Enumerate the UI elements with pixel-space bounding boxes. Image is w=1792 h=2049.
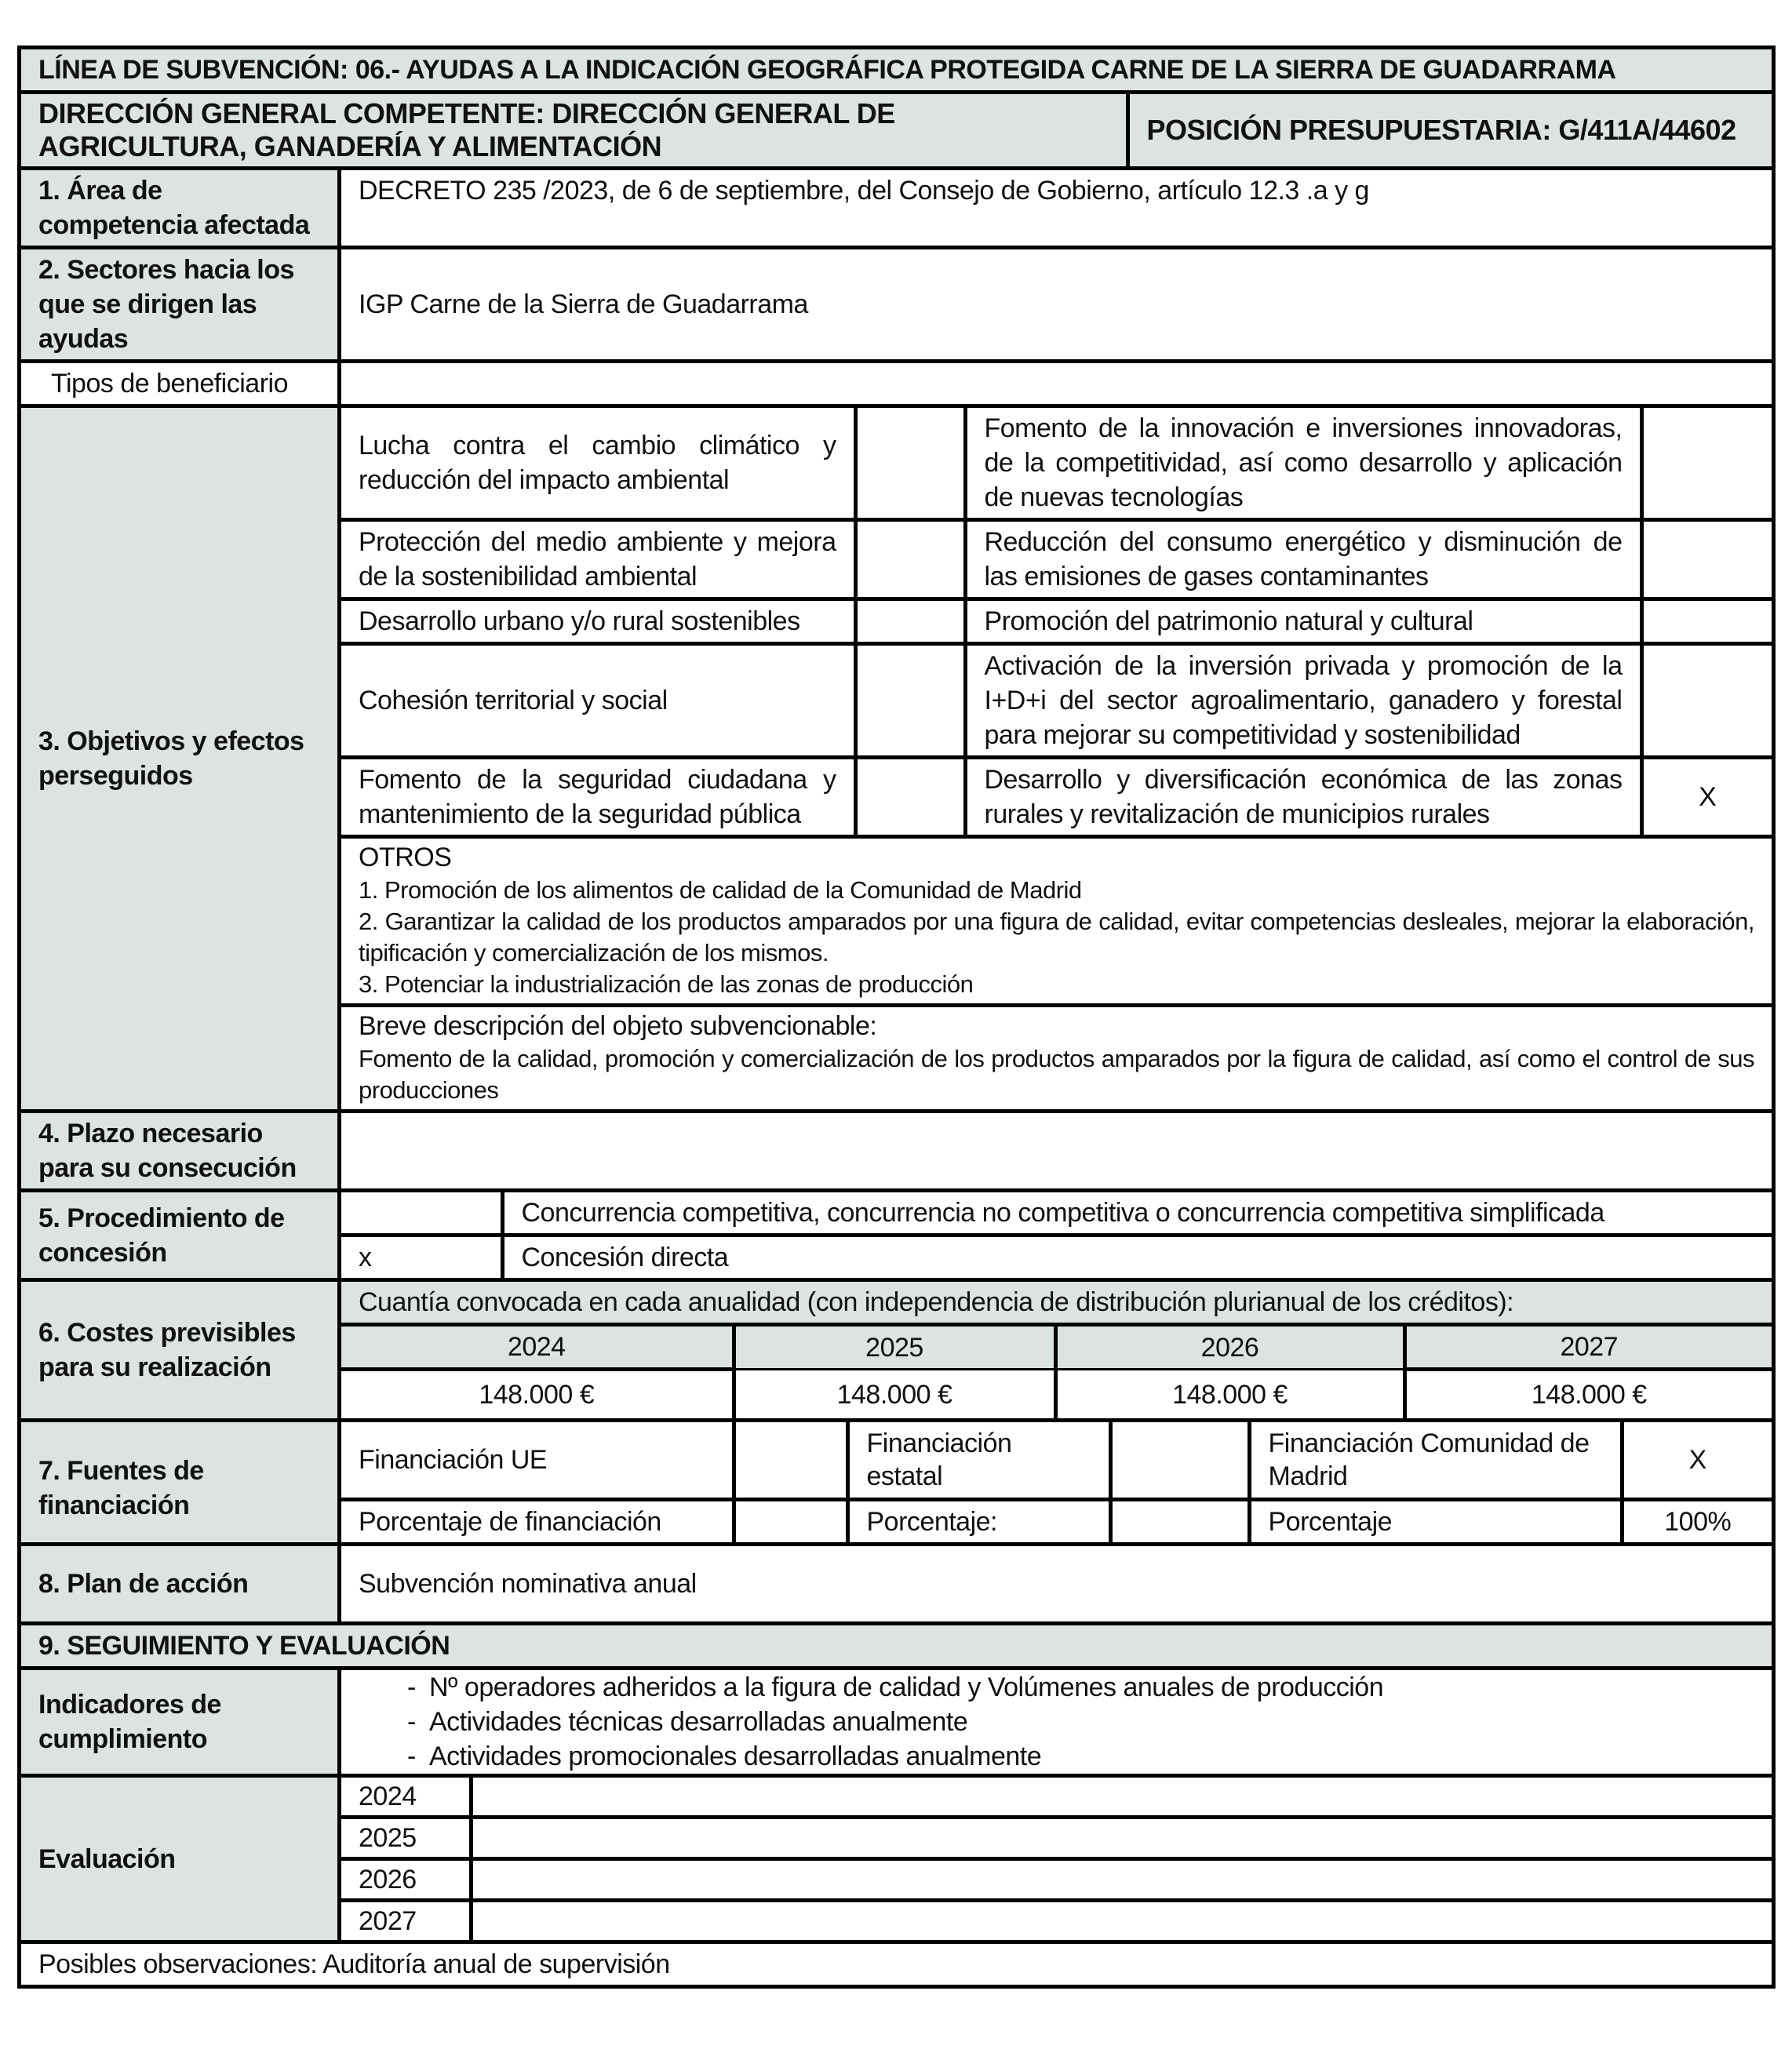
pct-ue-value <box>734 1500 847 1543</box>
tipos-beneficiario-row <box>20 362 1774 406</box>
objective-right-mark <box>1641 520 1772 599</box>
objective-right-mark: X <box>1641 758 1772 835</box>
objective-left-mark <box>855 520 965 599</box>
objective-row <box>341 644 1772 758</box>
section-7-label: 7. Fuentes de financiación <box>20 1421 340 1545</box>
indicador-item: - Nº operadores adheridos a la figura de calidad y Volúmenes anuales de producción <box>359 1670 1754 1705</box>
cost-amount: 148.000 € <box>1404 1370 1772 1419</box>
otros-item: 3. Potenciar la industrialización de las zonas de producción <box>359 970 974 998</box>
objective-row <box>341 599 1772 644</box>
financiacion-sources-row <box>341 1422 1772 1500</box>
direccion-general: DIRECCIÓN GENERAL COMPETENTE: DIRECCIÓN GENERAL DE AGRICULTURA, GANADERÍA Y ALIMENTACIÓN <box>21 94 1127 166</box>
costes-table <box>341 1282 1772 1418</box>
evaluacion-value <box>471 1859 1772 1901</box>
costes-years-row <box>341 1325 1772 1370</box>
cost-year: 2027 <box>1404 1325 1772 1370</box>
cost-amount: 148.000 € <box>734 1370 1055 1419</box>
otros-block <box>341 835 1772 1003</box>
pct-estatal-label: Porcentaje: <box>847 1500 1110 1543</box>
section-2-row <box>20 248 1774 362</box>
section-4-label: 4. Plazo necesario para su consecución <box>20 1112 340 1191</box>
bullet-dash: - <box>407 1707 416 1737</box>
section-1-row <box>20 169 1774 248</box>
section-4-row <box>20 1112 1774 1191</box>
section-1-value: DECRETO 235 /2023, de 6 de septiembre, del Consejo de Gobierno, artículo 12.3 .a y g <box>340 169 1774 248</box>
form-table <box>17 45 1776 1989</box>
cost-year: 2025 <box>734 1325 1055 1370</box>
bullet-dash: - <box>407 1741 416 1771</box>
header-linea-row <box>20 48 1774 93</box>
evaluacion-year: 2024 <box>341 1778 471 1818</box>
financiacion-estatal-label: Financiación estatal <box>847 1422 1110 1500</box>
objective-right-mark <box>1641 644 1772 758</box>
evaluacion-year: 2026 <box>341 1859 471 1901</box>
section-6-label: 6. Costes previsibles para su realización <box>20 1280 340 1421</box>
breve-descripcion-text: Fomento de la calidad, promoción y comercialización de los productos amparados por la figura de calidad, así como el control de sus producciones <box>359 1045 1755 1104</box>
financiacion-table <box>341 1422 1772 1542</box>
linea-subvencion-title: LÍNEA DE SUBVENCIÓN: 06.- AYUDAS A LA INDICACIÓN GEOGRÁFICA PROTEGIDA CARNE DE LA SIERRA DE GUADARRAMA <box>20 48 1774 93</box>
indicador-item: - Actividades promocionales desarrolladas anualmente <box>359 1739 1754 1774</box>
objectives-grid <box>341 408 1772 835</box>
objective-left-text: Desarrollo urbano y/o rural sostenibles <box>341 599 855 644</box>
objective-row <box>341 520 1772 599</box>
objective-right-mark <box>1641 408 1772 520</box>
objective-left-text: Cohesión territorial y social <box>341 644 855 758</box>
pct-estatal-value <box>1110 1500 1249 1543</box>
section-8-row <box>20 1545 1774 1624</box>
indicadores-row <box>20 1669 1774 1776</box>
indicadores-list <box>340 1669 1774 1776</box>
evaluacion-table <box>341 1778 1772 1940</box>
section-2-value: IGP Carne de la Sierra de Guadarrama <box>340 248 1774 362</box>
section-4-value <box>340 1112 1774 1191</box>
objective-row <box>341 758 1772 835</box>
objective-right-text: Fomento de la innovación e inversiones innovadoras, de la competitividad, así como desarrollo y aplicación de nuevas tecnologías <box>965 408 1641 520</box>
section-5-row <box>20 1191 1774 1280</box>
objective-left-mark <box>855 758 965 835</box>
evaluacion-year-row <box>341 1818 1772 1859</box>
section-3-label: 3. Objetivos y efectos perseguidos <box>20 406 340 1112</box>
indicador-item: - Actividades técnicas desarrolladas anualmente <box>359 1705 1754 1739</box>
observaciones-row <box>20 1942 1774 1987</box>
procedimiento-options <box>341 1192 1772 1278</box>
costes-amounts-row <box>341 1370 1772 1419</box>
objective-row <box>341 408 1772 520</box>
financiacion-pct-row <box>341 1500 1772 1543</box>
evaluacion-year-row <box>341 1778 1772 1818</box>
objective-left-text: Lucha contra el cambio climático y reducción del impacto ambiental <box>341 408 855 520</box>
pct-cm-label: Porcentaje <box>1249 1500 1622 1543</box>
financiacion-ue-mark <box>734 1422 847 1500</box>
cost-amount: 148.000 € <box>341 1370 734 1419</box>
costes-caption: Cuantía convocada en cada anualidad (con independencia de distribución plurianual de los créditos): <box>341 1282 1772 1325</box>
indicadores-label: Indicadores de cumplimiento <box>20 1669 340 1776</box>
subsidy-form <box>17 45 1772 1989</box>
evaluacion-label: Evaluación <box>20 1776 340 1942</box>
evaluacion-year-row <box>341 1859 1772 1901</box>
section-9-header-row <box>20 1624 1774 1669</box>
pct-cm-value: 100% <box>1622 1500 1772 1543</box>
section-3-row <box>20 406 1774 1112</box>
breve-descripcion-block <box>341 1003 1772 1109</box>
posicion-presupuestaria: POSICIÓN PRESUPUESTARIA: G/411A/44602 <box>1127 94 1772 166</box>
otros-item: 2. Garantizar la calidad de los productos amparados por una figura de calidad, evitar competencias desleales, mejorar la elaboración, tipificación y comercialización de los mismos. <box>359 908 1755 966</box>
tipos-beneficiario-value <box>340 362 1774 406</box>
section-8-label: 8. Plan de acción <box>20 1545 340 1624</box>
evaluacion-year-row <box>341 1901 1772 1941</box>
procedimiento-option <box>341 1192 1772 1236</box>
otros-item: 1. Promoción de los alimentos de calidad de la Comunidad de Madrid <box>359 876 1082 904</box>
section-9-title: 9. SEGUIMIENTO Y EVALUACIÓN <box>20 1624 1774 1669</box>
cost-year: 2026 <box>1055 1325 1404 1370</box>
cost-amount: 148.000 € <box>1055 1370 1404 1419</box>
objective-left-mark <box>855 408 965 520</box>
financiacion-ue-label: Financiación UE <box>341 1422 734 1500</box>
objective-right-text: Promoción del patrimonio natural y cultural <box>965 599 1641 644</box>
objective-right-text: Desarrollo y diversificación económica de las zonas rurales y revitalización de municipios rurales <box>965 758 1641 835</box>
pct-ue-label: Porcentaje de financiación <box>341 1500 734 1543</box>
financiacion-cm-label: Financiación Comunidad de Madrid <box>1249 1422 1622 1500</box>
objective-left-mark <box>855 644 965 758</box>
section-8-value: Subvención nominativa anual <box>340 1545 1774 1624</box>
procedimiento-text: Concurrencia competitiva, concurrencia no competitiva o concurrencia competitiva simplificada <box>502 1192 1772 1236</box>
procedimiento-text: Concesión directa <box>502 1236 1772 1279</box>
procedimiento-option <box>341 1236 1772 1279</box>
otros-title: OTROS <box>359 843 452 872</box>
tipos-beneficiario-label: Tipos de beneficiario <box>20 362 340 406</box>
section-6-row <box>20 1280 1774 1421</box>
breve-descripcion-title: Breve descripción del objeto subvencionable: <box>359 1011 877 1041</box>
section-2-label: 2. Sectores hacia los que se dirigen las ayudas <box>20 248 340 362</box>
evaluacion-year: 2027 <box>341 1901 471 1941</box>
objective-left-mark <box>855 599 965 644</box>
evaluacion-row <box>20 1776 1774 1942</box>
objective-right-text: Reducción del consumo energético y disminución de las emisiones de gases contaminantes <box>965 520 1641 599</box>
financiacion-cm-mark: X <box>1622 1422 1772 1500</box>
section-1-label: 1. Área de competencia afectada <box>20 169 340 248</box>
procedimiento-mark <box>341 1192 502 1236</box>
evaluacion-value <box>471 1818 1772 1859</box>
financiacion-estatal-mark <box>1110 1422 1249 1500</box>
objective-right-mark <box>1641 599 1772 644</box>
header-direccion-row <box>20 93 1774 169</box>
section-5-label: 5. Procedimiento de concesión <box>20 1191 340 1280</box>
section-7-row <box>20 1421 1774 1545</box>
observaciones-text: Posibles observaciones: Auditoría anual de supervisión <box>20 1942 1774 1987</box>
cost-year: 2024 <box>341 1325 734 1370</box>
evaluacion-value <box>471 1778 1772 1818</box>
procedimiento-mark: x <box>341 1236 502 1279</box>
evaluacion-value <box>471 1901 1772 1941</box>
evaluacion-year: 2025 <box>341 1818 471 1859</box>
objective-right-text: Activación de la inversión privada y promoción de la I+D+i del sector agroalimentario, ganadero y forestal para mejorar su competitividad y sostenibilidad <box>965 644 1641 758</box>
bullet-dash: - <box>407 1672 416 1702</box>
objective-left-text: Protección del medio ambiente y mejora de la sostenibilidad ambiental <box>341 520 855 599</box>
objective-left-text: Fomento de la seguridad ciudadana y mantenimiento de la seguridad pública <box>341 758 855 835</box>
